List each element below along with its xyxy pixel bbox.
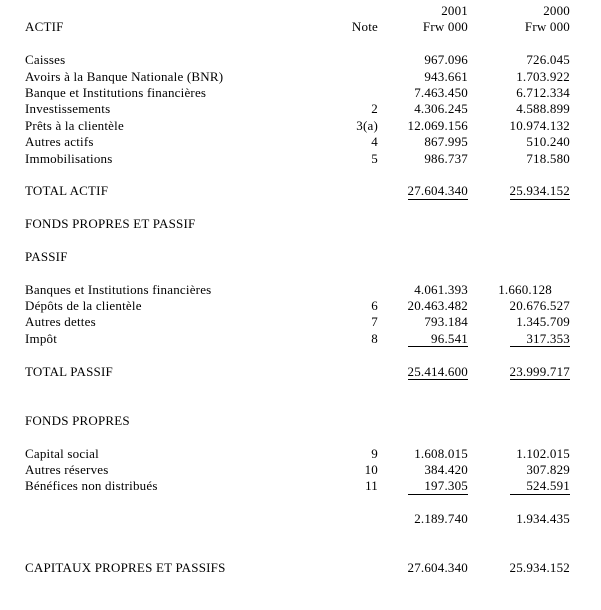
row-label: TOTAL ACTIF bbox=[25, 183, 109, 199]
row-label: FONDS PROPRES bbox=[25, 412, 130, 428]
value-2000-cell: 4.588.899 bbox=[516, 101, 570, 117]
value-2000-cell: 307.829 bbox=[526, 461, 570, 477]
value-2001-cell: 793.184 bbox=[424, 314, 468, 330]
row-label: CAPITAUX PROPRES ET PASSIFS bbox=[25, 560, 226, 576]
table-row bbox=[0, 249, 601, 265]
table-row bbox=[0, 380, 601, 396]
table-row bbox=[0, 19, 601, 35]
value-2000-cell: 718.580 bbox=[526, 150, 570, 166]
value-2000-cell: Frw 000 bbox=[524, 19, 570, 35]
row-label: Immobilisations bbox=[25, 150, 113, 166]
row-label: ACTIF bbox=[25, 19, 64, 35]
value-2000-cell: 726.045 bbox=[526, 52, 570, 68]
table-row bbox=[0, 446, 601, 462]
table-row bbox=[0, 52, 601, 68]
table-row bbox=[0, 3, 601, 19]
table-row bbox=[0, 347, 601, 363]
value-2001-cell: 27.604.340 bbox=[407, 560, 468, 576]
note-cell: 10 bbox=[364, 461, 378, 477]
value-2000-cell: 1.934.435 bbox=[516, 511, 570, 527]
value-2000-cell: 1.102.015 bbox=[516, 445, 570, 461]
note-cell: 8 bbox=[371, 330, 378, 346]
note-cell: 6 bbox=[371, 298, 378, 314]
value-2000-cell: 524.591 bbox=[510, 478, 570, 494]
table-row bbox=[0, 282, 601, 298]
table-row bbox=[0, 167, 601, 183]
value-2001-cell: 1.608.015 bbox=[414, 445, 468, 461]
table-row bbox=[0, 364, 601, 380]
table-row bbox=[0, 151, 601, 167]
note-cell: 2 bbox=[371, 101, 378, 117]
row-label: Autres actifs bbox=[25, 134, 94, 150]
value-2001-cell: 2001 bbox=[441, 3, 468, 18]
row-label: Caisses bbox=[25, 52, 66, 68]
value-2000-cell: 23.999.717 bbox=[509, 363, 570, 379]
note-cell: 3(a) bbox=[356, 117, 378, 133]
value-2001-cell: 384.420 bbox=[424, 461, 468, 477]
value-2001-cell: 27.604.340 bbox=[407, 183, 468, 199]
value-2000-cell: 317.353 bbox=[510, 331, 570, 347]
value-2001-cell: 25.414.600 bbox=[407, 363, 468, 379]
table-row bbox=[0, 69, 601, 85]
value-2000-cell: 1.703.922 bbox=[516, 68, 570, 84]
row-label: Capital social bbox=[25, 445, 99, 461]
value-2001-cell: 7.463.450 bbox=[414, 84, 468, 100]
value-2000-cell: 1.660.128 bbox=[498, 281, 552, 297]
note-cell: 9 bbox=[371, 445, 378, 461]
note-cell: Note bbox=[351, 19, 378, 35]
value-2001-cell: 4.306.245 bbox=[414, 101, 468, 117]
table-row bbox=[0, 118, 601, 134]
table-row bbox=[0, 200, 601, 216]
value-2001-cell: 197.305 bbox=[408, 478, 468, 494]
value-2000-cell: 25.934.152 bbox=[509, 183, 570, 199]
row-label: Autres dettes bbox=[25, 314, 96, 330]
row-label: Banque et Institutions financières bbox=[25, 84, 207, 100]
value-2001-cell: 4.061.393 bbox=[414, 281, 468, 297]
value-2000-cell: 1.345.709 bbox=[516, 314, 570, 330]
table-row bbox=[0, 36, 601, 52]
note-cell: 4 bbox=[371, 134, 378, 150]
value-2001-cell: 943.661 bbox=[424, 68, 468, 84]
note-cell: 11 bbox=[365, 478, 378, 494]
row-label: Banques et Institutions financières bbox=[25, 281, 212, 297]
table-row bbox=[0, 495, 601, 511]
value-2000-cell: 20.676.527 bbox=[509, 298, 570, 314]
table-row bbox=[0, 134, 601, 150]
value-2001-cell: 20.463.482 bbox=[407, 298, 468, 314]
table-row bbox=[0, 429, 601, 445]
value-2000-cell: 25.934.152 bbox=[509, 560, 570, 576]
note-cell: 7 bbox=[371, 314, 378, 330]
row-label: Investissements bbox=[25, 101, 111, 117]
table-row bbox=[0, 396, 601, 412]
value-2000-cell: 6.712.334 bbox=[516, 84, 570, 100]
row-label: Impôt bbox=[25, 330, 58, 346]
row-label: FONDS PROPRES ET PASSIF bbox=[25, 216, 196, 232]
table-row bbox=[0, 544, 601, 560]
table-row bbox=[0, 528, 601, 544]
value-2000-cell: 2000 bbox=[543, 3, 570, 18]
row-label: Autres réserves bbox=[25, 461, 109, 477]
table-row bbox=[0, 511, 601, 527]
value-2001-cell: 967.096 bbox=[424, 52, 468, 68]
table-row bbox=[0, 478, 601, 494]
table-row bbox=[0, 183, 601, 199]
value-2001-cell: 986.737 bbox=[424, 150, 468, 166]
value-2001-cell: 12.069.156 bbox=[407, 117, 468, 133]
row-label: Prêts à la clientèle bbox=[25, 117, 124, 133]
row-label: Dépôts de la clientèle bbox=[25, 298, 142, 314]
value-2000-cell: 510.240 bbox=[526, 134, 570, 150]
table-row bbox=[0, 265, 601, 281]
value-2000-cell: 10.974.132 bbox=[509, 117, 570, 133]
value-2001-cell: 96.541 bbox=[408, 331, 468, 347]
row-label: Avoirs à la Banque Nationale (BNR) bbox=[25, 68, 224, 84]
table-row bbox=[0, 216, 601, 232]
row-label: Bénéfices non distribués bbox=[25, 478, 158, 494]
table-row bbox=[0, 298, 601, 314]
table-row bbox=[0, 314, 601, 330]
value-2001-cell: 867.995 bbox=[424, 134, 468, 150]
table-row bbox=[0, 101, 601, 117]
table-row bbox=[0, 232, 601, 248]
table-row bbox=[0, 85, 601, 101]
row-label: PASSIF bbox=[25, 248, 68, 264]
value-2001-cell: Frw 000 bbox=[422, 19, 468, 35]
table-row bbox=[0, 413, 601, 429]
value-2001-cell: 2.189.740 bbox=[414, 511, 468, 527]
table-row bbox=[0, 462, 601, 478]
table-row bbox=[0, 331, 601, 347]
note-cell: 5 bbox=[371, 150, 378, 166]
row-label: TOTAL PASSIF bbox=[25, 363, 113, 379]
table-row bbox=[0, 560, 601, 576]
